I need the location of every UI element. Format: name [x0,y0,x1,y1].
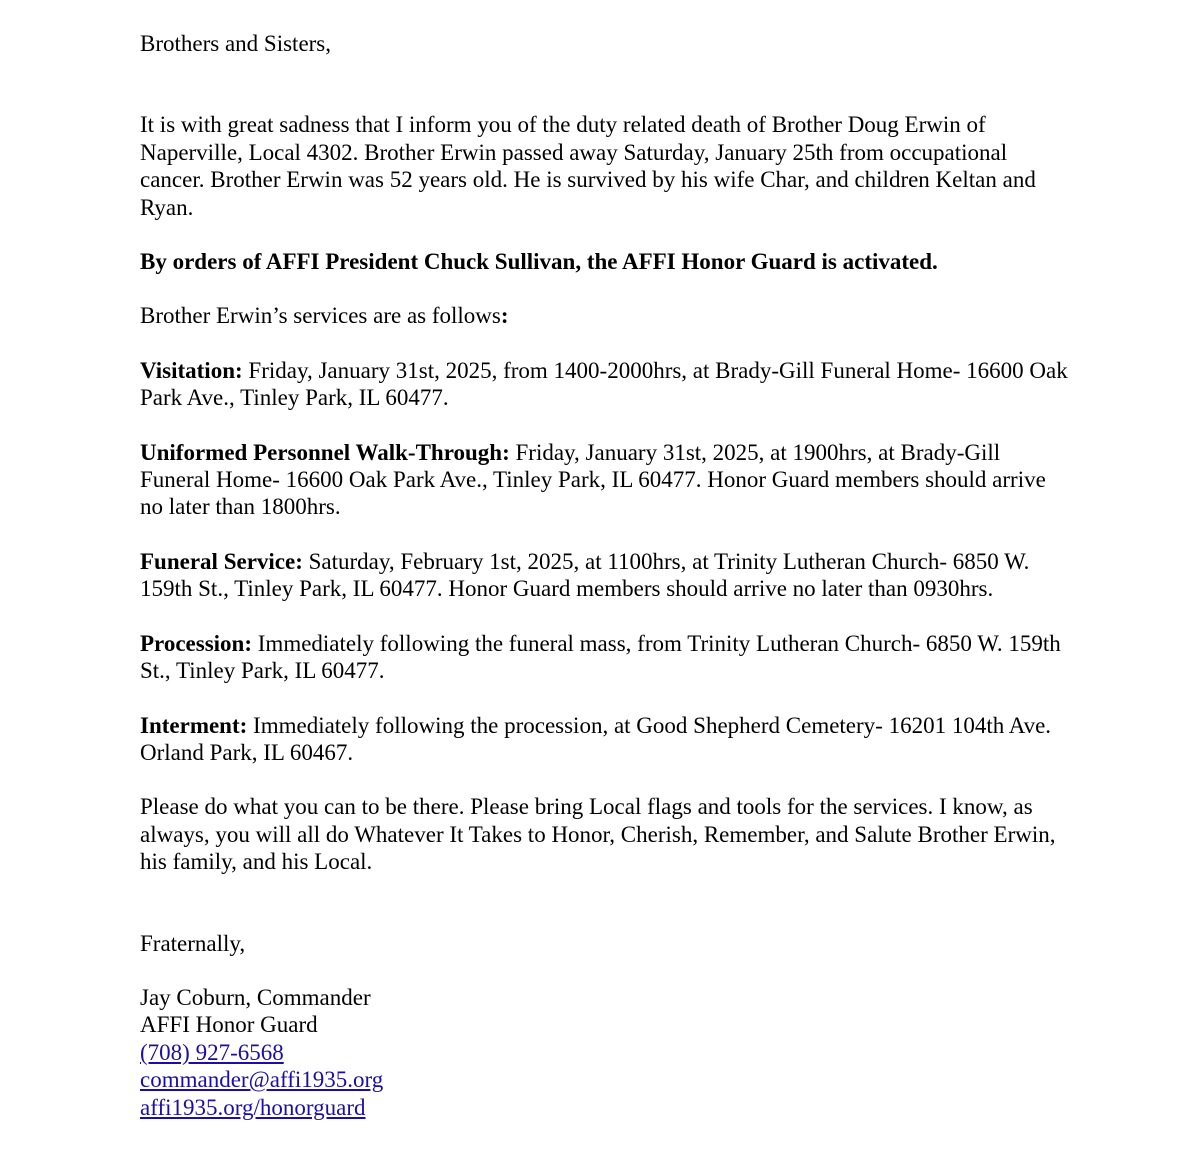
service-details: Friday, January 31st, 2025, from 1400-2000hrs, at Brady-Gill Funeral Home- 16600 Oak Park Ave., Tinley Park, IL 60477. [140,357,1068,411]
services-intro [140,302,1070,329]
activation-text: By orders of AFFI President Chuck Sullivan, the AFFI Honor Guard is activated. [140,249,938,275]
service-details: Saturday, February 1st, 2025, at 1100hrs, at Trinity Lutheran Church- 6850 W. 159th St., Tinley Park, IL 60477. Honor Guard members should arrive no later than 0930hrs. [140,548,1030,602]
phone-link[interactable]: (708) 927-6568 [140,1039,284,1065]
signature-block [140,984,1070,1121]
service-label: Visitation: [140,357,243,383]
letter-document [140,30,1070,1121]
service-details: Immediately following the funeral mass, from Trinity Lutheran Church- 6850 W. 159th St., Tinley Park, IL 60477. [140,630,1061,684]
service-procession [140,630,1070,685]
greeting: Brothers and Sisters, [140,31,332,56]
service-details: Friday, January 31st, 2025, at 1900hrs, at Brady-Gill Funeral Home- 16600 Oak Park Ave., Tinley Park, IL 60477. Honor Guard members should arrive no later than 1800hrs. [140,439,1046,520]
intro-paragraph: It is with great sadness that I inform you of the duty related death of Brother Doug Erwin of Naperville, Local 4302. Brother Erwin passed away Saturday, January 25th from occupational cancer. Brother Erwin was 52 years old. He is survived by his wife Char, and children Keltan and Ryan. [140,112,1036,220]
signature-org: AFFI Honor Guard [140,1012,318,1038]
service-label: Funeral Service: [140,548,303,574]
service-label: Procession: [140,630,253,656]
service-label: Interment: [140,712,248,738]
email-link[interactable]: commander@affi1935.org [140,1067,384,1093]
website-link[interactable]: affi1935.org/honorguard [140,1094,366,1120]
service-funeral [140,548,1070,603]
services-intro-colon: : [500,303,509,329]
service-interment [140,712,1070,767]
signature-name-title: Jay Coburn, Commander [140,984,371,1010]
service-visitation [140,357,1070,412]
closing-paragraph: Please do what you can to be there. Please bring Local flags and tools for the services. I know, as always, you will all do Whatever It Takes to Honor, Cherish, Remember, and Salute Brother Erwin, his family, and his Local. [140,794,1056,875]
signoff: Fraternally, [140,930,246,956]
service-details: Immediately following the procession, at Good Shepherd Cemetery- 16201 104th Ave. Orland Park, IL 60467. [140,712,1052,765]
service-label: Uniformed Personnel Walk-Through: [140,439,510,465]
activation-notice [140,248,1070,275]
services-intro-text: Brother Erwin’s services are as follows [140,303,501,329]
service-walk-through [140,439,1070,521]
